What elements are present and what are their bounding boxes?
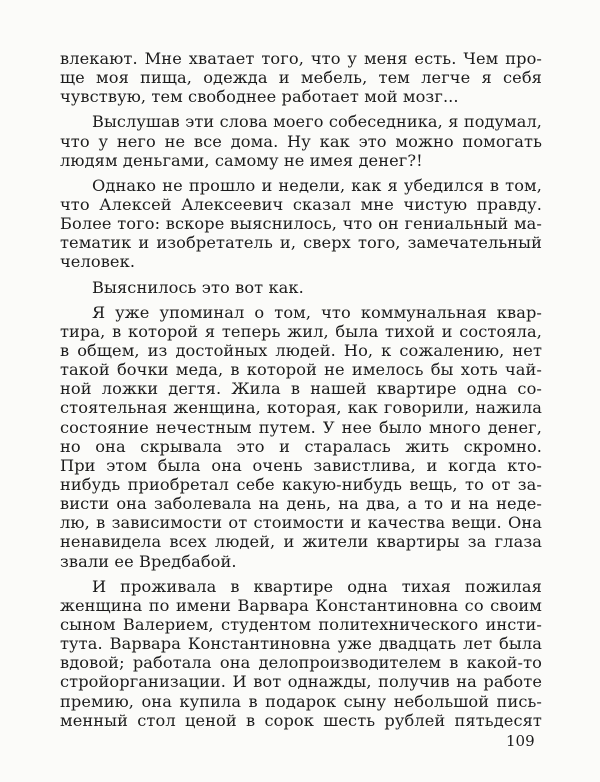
- text-line: что у него не все дома. Ну как это можно помогать: [60, 131, 542, 151]
- paragraph-1: [60, 49, 542, 106]
- paragraph-3: [60, 176, 542, 272]
- text-line: сыном Валерием, студентом политехнического инсти-: [60, 614, 542, 634]
- paragraph-6: [60, 577, 542, 730]
- text-line: человек.: [60, 252, 136, 272]
- text-line: При этом была она очень завистлива, и когда кто-: [60, 455, 542, 475]
- text-line: людям деньгами, самому не имея денег?!: [60, 150, 423, 170]
- page-number: 109: [506, 732, 535, 750]
- text-line: тира, в которой я теперь жил, была тихой и состояла,: [60, 321, 542, 341]
- text-line: менный стол ценой в сорок шесть рублей пятьдесят: [60, 710, 542, 730]
- text-line: Однако не прошло и недели, как я убедился в том,: [92, 175, 542, 195]
- text-line: вдовой; работала она делопроизводителем в какой-то: [60, 653, 542, 673]
- text-line: премию, она купила в подарок сыну небольшой пись-: [60, 691, 542, 711]
- paragraph-5: [60, 303, 542, 571]
- text-line: состояние нечестным путем. У нее было много денег,: [60, 417, 542, 437]
- text-line: звали ее Вредбабой.: [60, 551, 237, 571]
- paragraph-2: [60, 112, 542, 169]
- text-line: Выяснилось это вот как.: [92, 277, 304, 297]
- text-line: ной ложки дегтя. Жила в нашей квартире одна со-: [60, 379, 542, 399]
- text-line: Более того: вскоре выяснилось, что он гениальный ма-: [60, 214, 542, 234]
- text-line: женщина по имени Варвара Константиновна со своим: [60, 595, 542, 615]
- text-line: стоятельная женщина, которая, как говорили, нажила: [60, 398, 542, 418]
- text-line: тематик и изобретатель и, сверх того, замечательный: [60, 233, 542, 253]
- text-line: что Алексей Алексеевич сказал мне чистую правду.: [60, 194, 542, 214]
- text-line: но она скрывала это и старалась жить скромно.: [60, 436, 542, 456]
- text-line: Выслушав эти слова моего собеседника, я подумал,: [92, 112, 542, 132]
- text-line: висти она заболевала на день, на два, а то и на неде-: [60, 494, 542, 514]
- text-line: влекают. Мне хватает того, что у меня есть. Чем про-: [60, 49, 542, 68]
- paragraph-4: [60, 278, 542, 297]
- text-line: в общем, из достойных людей. Но, к сожалению, нет: [60, 340, 542, 360]
- text-line: такой бочки меда, в которой не имелось бы хоть чай-: [60, 360, 542, 380]
- body-text: [60, 49, 542, 736]
- text-line: ще моя пища, одежда и мебель, тем легче я себя: [60, 68, 542, 88]
- text-line: тута. Варвара Константиновна уже двадцать лет была: [60, 634, 542, 654]
- text-line: И проживала в квартире одна тихая пожилая: [92, 576, 542, 596]
- text-line: чувствую, тем свободнее работает мой мозг...: [60, 87, 459, 107]
- text-line: нибудь приобретал себе какую-нибудь вещь, то от за-: [60, 474, 542, 494]
- text-line: Я уже упоминал о том, что коммунальная квар-: [92, 302, 542, 322]
- text-line: стройорганизации. И вот однажды, получив на работе: [60, 672, 542, 692]
- text-line: лю, в зависимости от стоимости и качества вещи. Она: [60, 513, 542, 533]
- text-line: ненавидела всех людей, и жители квартиры за глаза: [60, 532, 542, 552]
